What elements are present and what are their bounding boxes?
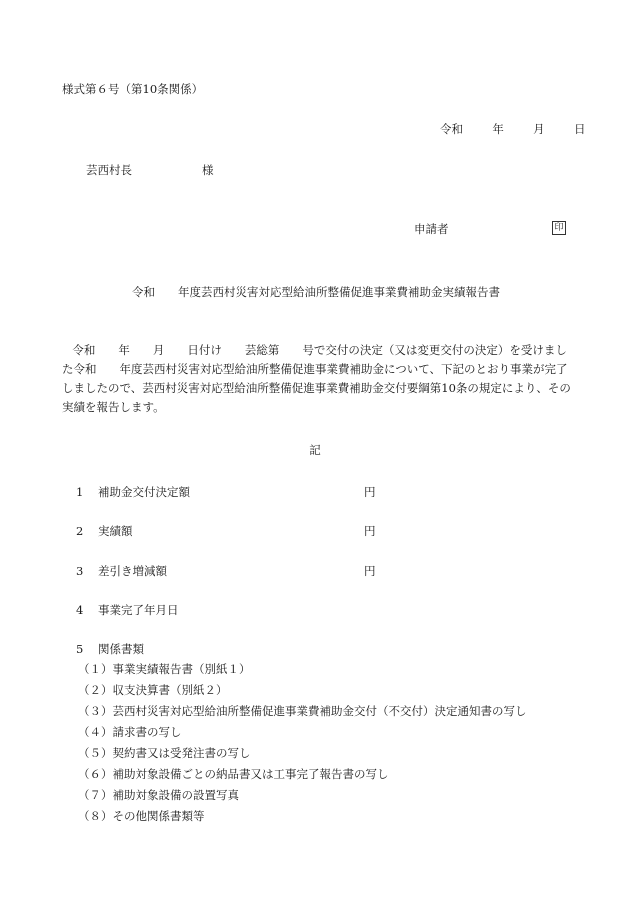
document-title: 令和 年度芸西村災害対応型給油所整備促進事業費補助金実績報告書: [132, 285, 500, 299]
document-list-item: （６）補助対象設備ごとの納品書又は工事完了報告書の写し: [78, 767, 389, 781]
addressee: [86, 162, 214, 178]
addressee-name: 芸西村長: [86, 163, 132, 177]
document-list-item: （２）収支決算書（別紙２）: [78, 683, 228, 697]
date-day: 日: [573, 122, 586, 136]
document-list-item: （１）事業実績報告書（別紙１）: [78, 662, 251, 676]
ki-heading: 記: [309, 443, 321, 457]
document-list-item: （３）芸西村災害対応型給油所整備促進事業費補助金交付（不交付）決定通知書の写し: [78, 704, 527, 718]
applicant-label: 申請者: [414, 222, 449, 236]
document-list-item: （４）請求書の写し: [78, 725, 182, 739]
body-line: 令和 年 月 日付け 芸総第 号で交付の決定（又は変更交付の決定）を受けまし: [72, 343, 567, 357]
seal-mark: 印: [552, 221, 566, 235]
body-line: しましたので、芸西村災害対応型給油所整備促進事業費補助金交付要綱第10条の規定により、その: [62, 381, 571, 395]
item-completion-date: 4 事業完了年月日: [76, 603, 179, 617]
item-actual-amount: 2 実績額: [76, 524, 133, 538]
addressee-honorific: 様: [202, 163, 214, 177]
date-era: 令和: [440, 122, 463, 136]
item-grant-amount: 1 補助金交付決定額: [76, 485, 190, 499]
form-number: 様式第６号（第10条関係）: [62, 82, 204, 96]
document-list-item: （８）その他関係書類等: [78, 809, 205, 823]
body-line: 実績を報告します。: [62, 400, 165, 414]
unit-yen: 円: [364, 564, 376, 578]
unit-yen: 円: [364, 485, 376, 499]
body-paragraph: [62, 341, 582, 417]
document-list-item: （７）補助対象設備の設置写真: [78, 788, 239, 802]
item-related-documents: 5 関係書類: [76, 642, 144, 656]
date-line: [440, 121, 585, 137]
date-month: 月: [533, 122, 545, 136]
document-list-item: （５）契約書又は受発注書の写し: [78, 746, 251, 760]
body-line: た令和 年度芸西村災害対応型給油所整備促進事業費補助金について、下記のとおり事業が完了: [62, 362, 568, 376]
date-year: 年: [492, 122, 504, 136]
item-difference: 3 差引き増減額: [76, 564, 167, 578]
unit-yen: 円: [364, 524, 376, 538]
